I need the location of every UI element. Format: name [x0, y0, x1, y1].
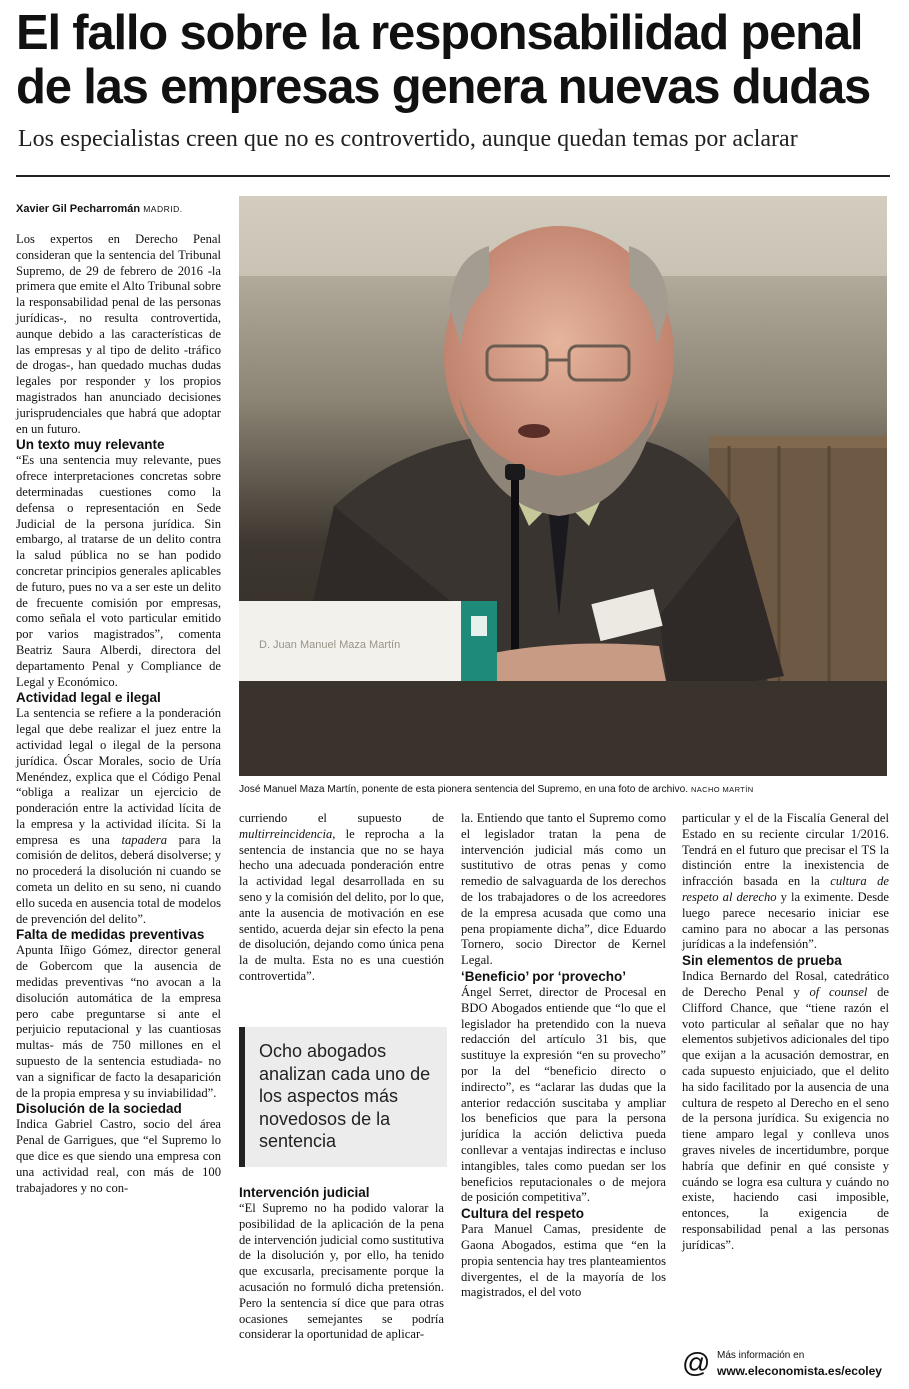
column-2-lower	[239, 1185, 444, 1343]
more-info-link[interactable]: www.eleconomista.es/ecoley	[717, 1364, 882, 1378]
text-run: Indica Bernardo del Rosal, catedrático de Derecho Penal y	[682, 969, 889, 999]
paragraph-cultura-respeto: Para Manuel Camas, presidente de Gaona Abogados, estima que “en la propia sentencia hay tres planteamientos divergentes, el de la mayoría de los magistrados, el del voto	[461, 1222, 666, 1300]
subhead-cultura-respeto: Cultura del respeto	[461, 1206, 585, 1222]
article-intro: Los expertos en Derecho Penal consideran que la sentencia del Tribunal Supremo, de 29 de febrero de 2016 -la primera que emite el Alto Tribunal sobre la responsabilidad penal de las personas jurídicas-, no resulta controvertida, aunque debido a las características de las empresas y al tipo de delito -tráfico de drogas-, han quedado muchas dudas legales por responder y los propios magistrados han anunciado decisiones jurisprudenciales que habrá que adoptar en un futuro.	[16, 232, 221, 436]
paragraph-intervencion-judicial: “El Supremo no ha podido valorar la posibilidad de la aplicación de la pena de intervención judicial como sustitutiva de la disolución y, por ello, ha tenido que excusarla, precisamente porque la acusación no formuló dicha pretensión. Pero la sentencia sí dice que para otras ocasiones semejantes se podría considerar la oportunidad de aplicar-	[239, 1201, 444, 1342]
subhead-disolucion: Disolución de la sociedad	[16, 1101, 182, 1117]
emphasis-text: cultura de respeto al derecho	[682, 874, 889, 904]
paragraph-texto-relevante: “Es una sentencia muy relevante, pues ofrece interpretaciones concretas sobre determinadas cuestiones como la defensa o representación en Sede Judicial de la persona jurídica. Sin embargo, al tratarse de un delito contra la salud pública no se han podido concretar principios generales aplicables de futuro, pues no va a ser este un delito de frecuente comisión por empresas, como señala el voto particular emitido por varios magistrados”, comenta Beatriz Saura Alberdi, directora del departamento Penal y Compliance de Legal y Económico.	[16, 453, 221, 689]
paragraph-multirreincidencia	[239, 811, 444, 985]
photo-caption	[239, 783, 889, 796]
paragraph-kernel-legal: la. Entiendo que tanto el Supremo como el legislador tratan la pena de intervención judicial más como un sustitutivo de otras penas y como remedio de salvaguarda de los derechos de los trabajadores o de los acreedores de la empresa acusada que como una pena propiamente dicha”, dice Eduardo Tornero, socio Director de Kernel Legal.	[461, 811, 666, 968]
subhead-actividad-legal: Actividad legal e ilegal	[16, 690, 161, 706]
subheadline: Los especialistas creen que no es controvertido, aunque quedan temas por aclarar	[18, 126, 798, 152]
emphasis-text: multirreincidencia,	[239, 826, 336, 841]
paragraph-fiscalia	[682, 811, 889, 953]
paragraph-disolucion: Indica Gabriel Castro, socio del área Penal de Garrigues, que “el Supremo lo que dice es que siendo una empresa con una actividad real, con más de 100 trabajadores y no con-	[16, 1117, 221, 1195]
paragraph-medidas-preventivas: Apunta Iñigo Gómez, director general de Gobercom que la ausencia de medidas preventivas “no avocan a la disolución automática de la empresa pero cabe preguntarse si ante el perjuicio reputacional y las cuantiosas multas- más de 750 millones en el supuesto de la sentencia estudiada- no van a significar de facto la desaparición de la propia empresa y su inviabilidad”.	[16, 943, 221, 1100]
column-1	[16, 202, 221, 1196]
text-run: de Clifford Chance, que “tiene razón el voto particular al señalar que no hay elementos subjetivos adicionales del tipo que exijan a la acusación demostrar, en cada supuesto enjuiciado, que el delito ha sido facilitado por la ausencia de una cultura de respeto al Derecho en el seno de la persona jurídica. Su exigencia no tiene amparo legal y conlleva unos graves niveles de incertidumbre, porque habría que definir en qué consiste y cuándo se logra esa cultura y cuándo no existe, haciendo casi imposible, entonces, la exigencia de responsabilidad penal a las personas jurídicas”.	[682, 984, 889, 1252]
photo-credit: NACHO MARTÍN	[690, 785, 754, 794]
headline: El fallo sobre la responsabilidad penal de las empresas genera nuevas dudas	[16, 6, 871, 114]
photo-nameplate-text: D. Juan Manuel Maza Martín	[259, 639, 401, 651]
byline	[16, 202, 221, 216]
headline-rule	[16, 175, 890, 177]
paragraph-actividad-legal	[16, 706, 221, 927]
emphasis-text: tapadera	[121, 832, 167, 847]
photo-speaker-image	[239, 196, 887, 776]
more-info-label: Más información en	[717, 1350, 805, 1361]
subhead-texto-relevante: Un texto muy relevante	[16, 437, 165, 453]
text-run: le reprocha a la sentencia de instancia que no se haya hecho una adecuada ponderación entre la actividad legal desarrollada en su seno y la comisión del delito, por lo que, ante la ausencia de motivación en ese sentido, acuerda dejar sin efecto la pena de disolución, dejando como única pena la de multa. Esta no es una cuestión controvertida”.	[239, 826, 444, 983]
text-run: y la eximente. Desde luego parece necesario iniciar ese camino para no abocar a las personas jurídicas a la indefensión”.	[682, 889, 889, 952]
column-4	[682, 811, 889, 1254]
text-run: para la comisión de delitos, deberá disolverse; y no procederá la disolución ni cuando se cometa un delito en su seno, ni cuando ello suceda en ausencia total de modelos de prevención del delito”.	[16, 832, 222, 926]
article-photo	[239, 196, 887, 776]
subhead-beneficio-provecho: ‘Beneficio’ por ‘provecho’	[461, 968, 627, 984]
paragraph-sin-elementos	[682, 969, 889, 1253]
text-run: curriendo el supuesto de	[239, 811, 444, 825]
subhead-sin-elementos: Sin elementos de prueba	[682, 953, 842, 969]
subhead-medidas-preventivas: Falta de medidas preventivas	[16, 927, 205, 943]
text-run: La sentencia se refiere a la ponderación legal que debe realizar el juez entre la actividad legal o ilegal de la persona jurídica. Óscar Morales, socio de Uría Menéndez, explica que el Código Penal “obliga a realizar un ejercicio de ponderación entre la actividad lícita de la empresa y la actividad ilícita. Si la empresa es una	[16, 706, 221, 847]
column-2	[239, 811, 444, 985]
caption-text: José Manuel Maza Martín, ponente de esta pionera sentencia del Supremo, en una foto de archivo.	[239, 784, 689, 795]
emphasis-text: of counsel	[809, 984, 868, 999]
byline-location: MADRID.	[143, 204, 183, 214]
at-icon: @	[682, 1347, 711, 1378]
column-3	[461, 811, 666, 1301]
more-info-box	[682, 1347, 892, 1383]
pull-quote: Ocho abogados analizan cada uno de los aspectos más novedosos de la sentencia	[239, 1027, 447, 1167]
subhead-intervencion-judicial: Intervención judicial	[239, 1185, 370, 1200]
byline-author: Xavier Gil Pecharromán	[16, 203, 141, 215]
text-run: particular y el de la Fiscalía General del Estado en su reciente circular 1/2016. Tendrá en el futuro que precisar el TS la distinción entre la inexistencia de infracción basada en la	[682, 811, 889, 889]
paragraph-beneficio-provecho: Ángel Serret, director de Procesal en BDO Abogados entiende que “lo que el legislador ha pretendido con la nueva redacción del artículo 31 bis, que sustituye la expresión “en su provecho” por la del “beneficio directo o indirecto”, es “aclarar las dudas que la anterior redacción suscitaba y ampliar los beneficios que para la persona jurídica la acción delictiva pueda conllevar a ventajas indirectas e incluso intangibles, tales como puedan ser los beneficios reputacionales o de mejora de posición competitiva”.	[461, 984, 666, 1205]
